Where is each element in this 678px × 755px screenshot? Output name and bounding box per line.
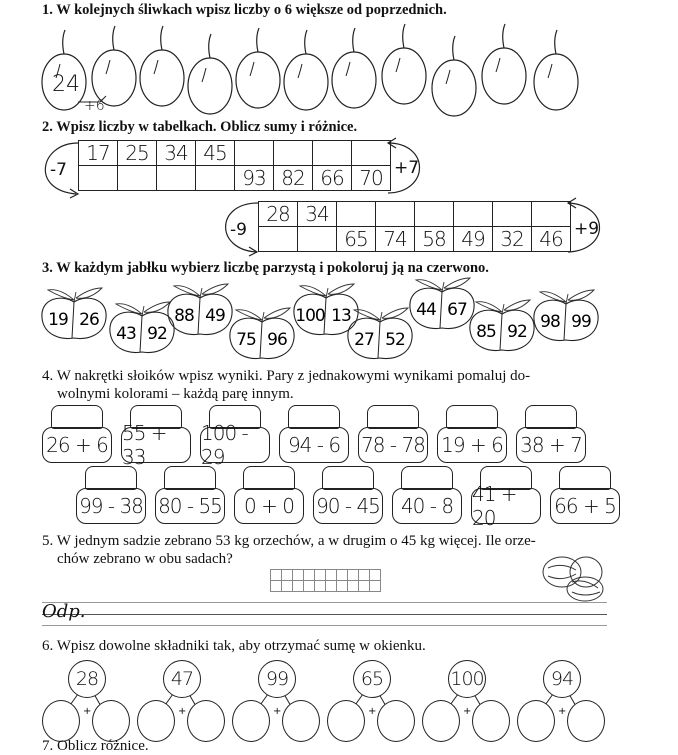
table-cell[interactable]: 66 (313, 166, 352, 191)
task-1-title: 1. W kolejnych śliwkach wpisz liczby o 6 większe od poprzednich. (42, 2, 447, 18)
apple-number[interactable]: 13 (331, 306, 351, 326)
table-cell[interactable]: 70 (352, 166, 391, 191)
sum-circle: 65 (353, 660, 391, 698)
apple-number[interactable]: 49 (205, 306, 225, 326)
table-cell[interactable]: 65 (337, 227, 376, 252)
jar-expression: 26 + 6 (42, 427, 112, 463)
apple-number[interactable]: 52 (385, 330, 405, 350)
apple-number[interactable]: 99 (571, 312, 591, 332)
apple-number[interactable]: 98 (540, 312, 560, 332)
plum-start-value: 24 (52, 72, 80, 97)
jar-expression: 55 + 33 (121, 427, 191, 463)
table-cell[interactable]: 34 (157, 141, 196, 166)
apple-number[interactable]: 44 (416, 300, 436, 320)
apple-number[interactable]: 67 (447, 300, 467, 320)
task-2-title: 2. Wpisz liczby w tabelkach. Oblicz sumy i różnice. (42, 119, 358, 135)
table-cell[interactable]: 49 (454, 227, 493, 252)
task-7-title: 7. Oblicz różnice. (42, 738, 149, 754)
table2-right-label: +9 (574, 219, 600, 239)
plus-sign: + (83, 706, 92, 717)
table-cell[interactable]: 17 (79, 141, 118, 166)
table-cell[interactable]: 28 (259, 202, 298, 227)
apple-number[interactable]: 96 (267, 330, 287, 350)
jar-expression: 19 + 6 (437, 427, 507, 463)
table-cell[interactable]: 25 (118, 141, 157, 166)
apple-number[interactable]: 75 (236, 330, 256, 350)
apple-number[interactable]: 88 (174, 306, 194, 326)
table2-left-label: -9 (230, 220, 247, 240)
task-5-title-line-1: 5. W jednym sadzie zebrano 53 kg orzechów, a w drugim o 45 kg więcej. Ile orze- (42, 533, 536, 549)
table-cell[interactable]: 46 (532, 227, 571, 252)
table-cell[interactable]: 45 (196, 141, 235, 166)
task-6-title: 6. Wpisz dowolne składniki tak, aby otrzymać sumę w okienku. (42, 638, 426, 654)
sum-circle: 47 (163, 660, 201, 698)
plus-sign: + (178, 706, 187, 717)
apple-number[interactable]: 100 (295, 306, 325, 326)
table-cell[interactable]: 82 (274, 166, 313, 191)
plus-sign: + (463, 706, 472, 717)
jar-expression: 41 + 20 (471, 488, 541, 524)
table-cell[interactable]: 74 (376, 227, 415, 252)
table-cell[interactable]: 93 (235, 166, 274, 191)
apple-number[interactable]: 92 (147, 324, 167, 344)
jar-expression: 66 + 5 (550, 488, 620, 524)
table-cell[interactable]: 32 (493, 227, 532, 252)
plus-sign: + (368, 706, 377, 717)
jar-expression: 94 - 6 (279, 427, 349, 463)
apple-number[interactable]: 19 (48, 310, 68, 330)
answer-label: Odp. (42, 601, 86, 622)
task-3-title: 3. W każdym jabłku wybierz liczbę parzystą i pokoloruj ją na czerwono. (42, 260, 489, 276)
jar-expression: 0 + 0 (234, 488, 304, 524)
apple-number[interactable]: 85 (476, 322, 496, 342)
addend-circle-left[interactable] (517, 700, 555, 742)
jar-expression: 90 - 45 (313, 488, 383, 524)
jar-expression: 78 - 78 (358, 427, 428, 463)
plus-sign: + (273, 706, 282, 717)
table1-right-label: +7 (394, 158, 420, 178)
sum-circle: 100 (448, 660, 486, 698)
task-4-title-line-2: wolnymi kolorami – każdą parę innym. (57, 386, 294, 402)
sum-circle: 99 (258, 660, 296, 698)
apple-number[interactable]: 27 (354, 330, 374, 350)
table-cell[interactable]: 34 (298, 202, 337, 227)
task-5-title-line-2: chów zebrano w obu sadach? (57, 551, 233, 567)
table-cell[interactable]: 58 (415, 227, 454, 252)
plum-step-label: +6 (84, 98, 105, 114)
apple-number[interactable]: 26 (79, 310, 99, 330)
addend-circle-right[interactable] (567, 700, 605, 742)
table1-left-label: -7 (50, 160, 67, 180)
task-4-title-line-1: 4. W nakrętki słoików wpisz wyniki. Pary z jednakowymi wynikami pomaluj do- (42, 368, 531, 384)
jar-expression: 38 + 7 (516, 427, 586, 463)
sum-circle: 94 (543, 660, 581, 698)
sum-circle: 28 (68, 660, 106, 698)
jar-expression: 100 - 29 (200, 427, 270, 463)
plus-sign: + (558, 706, 567, 717)
jar-expression: 40 - 8 (392, 488, 462, 524)
apple-number[interactable]: 92 (507, 322, 527, 342)
apple-number[interactable]: 43 (116, 324, 136, 344)
jar-expression: 99 - 38 (76, 488, 146, 524)
jar-expression: 80 - 55 (155, 488, 225, 524)
